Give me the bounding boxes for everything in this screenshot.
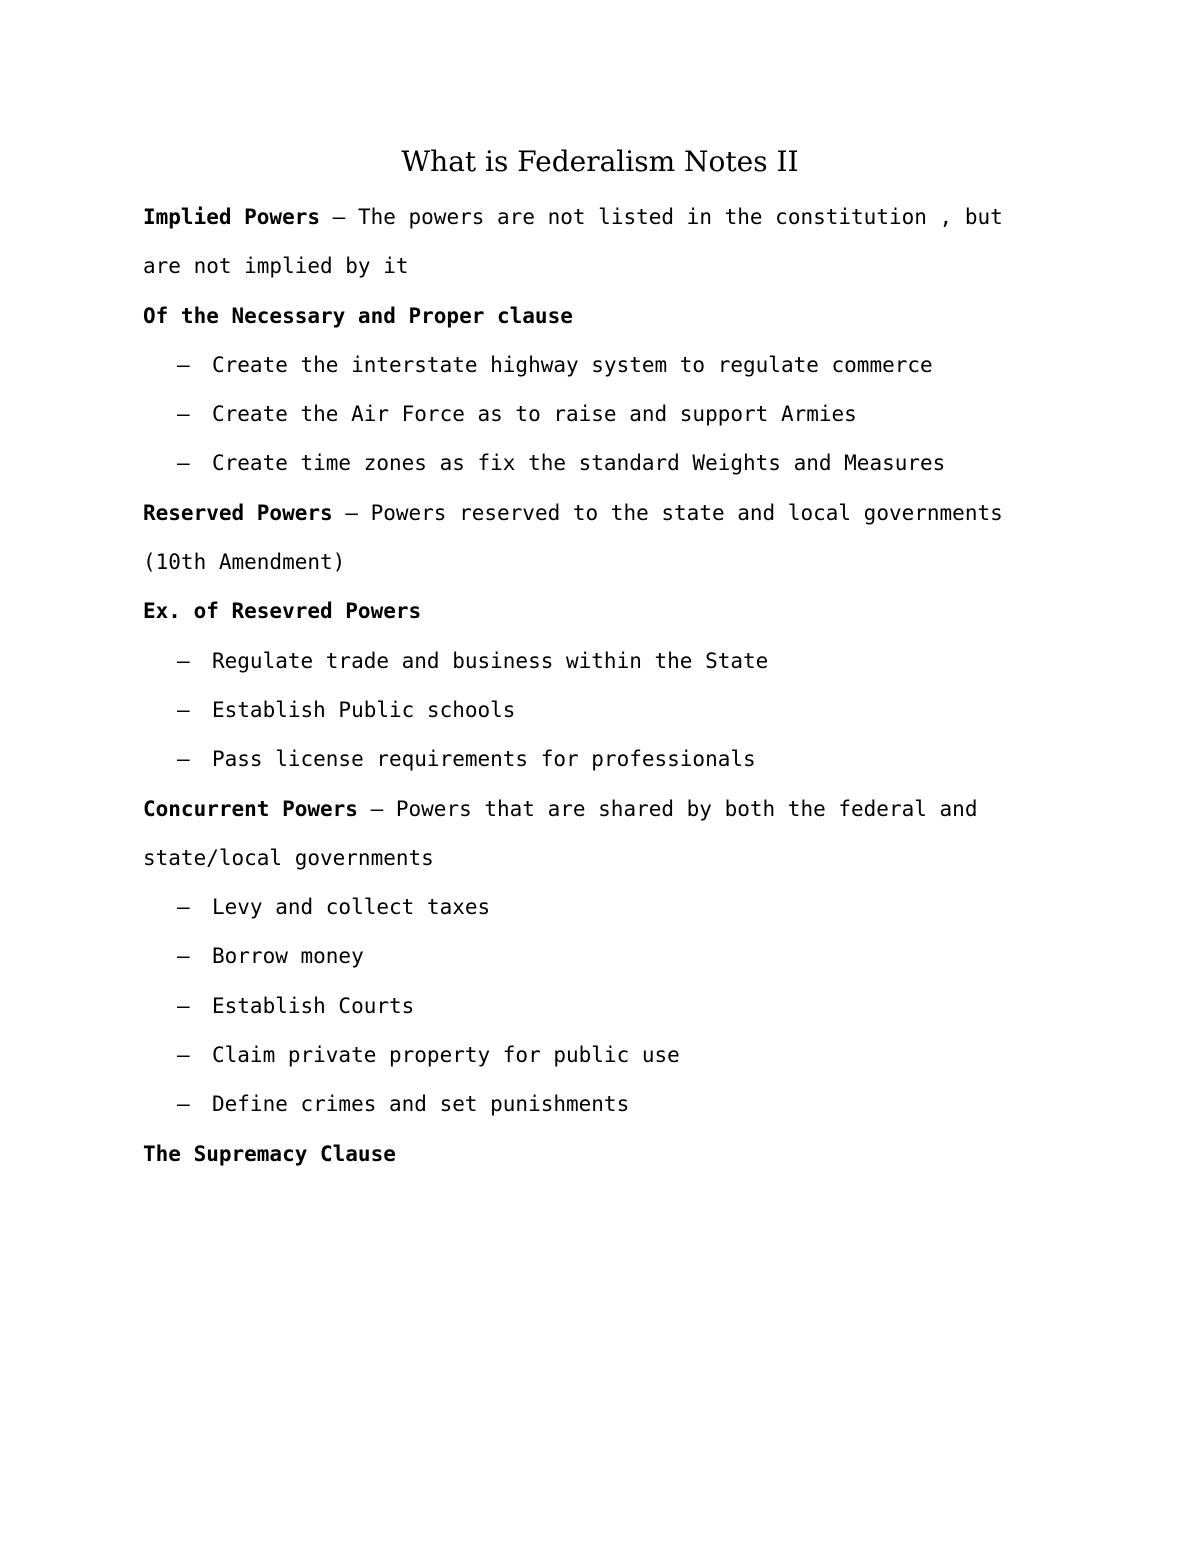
concurrent-powers-line2: state/local governments <box>143 845 434 870</box>
reserved-powers-definition: Powers reserved to the state and local governments <box>370 500 1003 525</box>
implied-powers-term: Implied Powers <box>143 205 321 229</box>
list-item-text: Claim private property for public use <box>212 1043 680 1068</box>
list-item <box>143 341 1053 390</box>
list-item-text: Define crimes and set punishments <box>212 1092 630 1117</box>
supremacy-clause-heading: The Supremacy Clause <box>143 1141 396 1166</box>
concurrent-powers-line1 <box>143 785 1053 834</box>
list-item <box>143 637 1053 686</box>
bullet-dash: – <box>177 1092 190 1117</box>
list-item <box>143 932 1053 981</box>
list-item-text: Regulate trade and business within the State <box>212 648 769 673</box>
list-item <box>143 390 1053 439</box>
concurrent-powers-separator: – <box>357 796 396 821</box>
concurrent-powers-definition: Powers that are shared by both the federal and <box>395 796 978 821</box>
bullet-dash: – <box>177 648 190 673</box>
document-body <box>143 193 1053 1179</box>
list-item-text: Create the Air Force as to raise and support Armies <box>212 402 857 427</box>
reserved-powers-line2: (10th Amendment) <box>143 550 346 575</box>
bullet-dash: – <box>177 1043 190 1068</box>
list-item <box>143 1031 1053 1080</box>
bullet-dash: – <box>177 352 190 377</box>
list-item <box>143 982 1053 1031</box>
list-item-text: Borrow money <box>212 944 364 969</box>
bullet-dash: – <box>177 993 190 1018</box>
implied-powers-line2: are not implied by it <box>143 254 409 279</box>
list-item-text: Levy and collect taxes <box>212 895 491 920</box>
bullet-dash: – <box>177 451 190 476</box>
implied-powers-separator: – <box>320 205 358 229</box>
bullet-dash: – <box>177 747 190 772</box>
list-item-text: Create the interstate highway system to regulate commerce <box>212 352 933 377</box>
list-item <box>143 1080 1053 1129</box>
bullet-dash: – <box>177 944 190 969</box>
implied-powers-definition: The powers are not listed in the constitution , but <box>357 205 1003 229</box>
list-item-text: Establish Courts <box>212 993 415 1018</box>
list-item <box>143 883 1053 932</box>
implied-powers-line1 <box>143 193 1053 242</box>
document-title: What is Federalism Notes II <box>401 145 799 178</box>
bullet-dash: – <box>177 402 190 427</box>
bullet-dash: – <box>177 697 190 722</box>
reserved-powers-separator: – <box>332 500 371 525</box>
bullet-dash: – <box>177 895 190 920</box>
reserved-powers-term: Reserved Powers <box>143 500 333 525</box>
list-item-text: Pass license requirements for professionals <box>212 747 756 772</box>
list-item-text: Establish Public schools <box>212 697 516 722</box>
list-item <box>143 439 1053 488</box>
list-item <box>143 686 1053 735</box>
reserved-examples-heading: Ex. of Resevred Powers <box>143 599 422 624</box>
necessary-proper-heading: Of the Necessary and Proper clause <box>143 303 573 328</box>
list-item <box>143 735 1053 784</box>
list-item-text: Create time zones as fix the standard Weights and Measures <box>212 451 946 476</box>
reserved-powers-line1 <box>143 489 1053 538</box>
concurrent-powers-term: Concurrent Powers <box>143 796 358 821</box>
